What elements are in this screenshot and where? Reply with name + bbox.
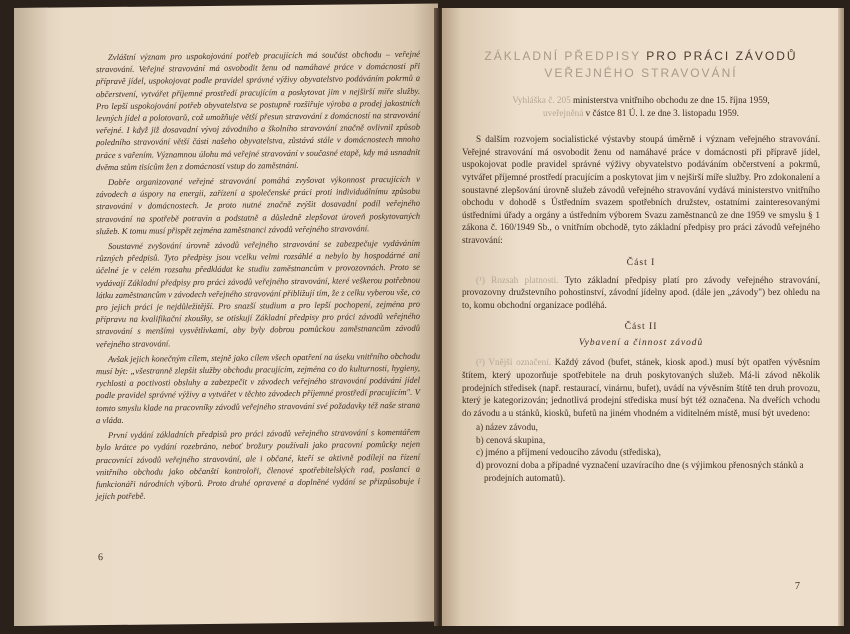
left-page-text — [96, 48, 420, 503]
page-edge — [838, 8, 844, 626]
page-number-right: 7 — [795, 581, 800, 592]
decree-rest: ministerstva vnitřního obchodu ze dne 15. října 1959, — [570, 95, 770, 105]
list-item: b) cenová skupina, — [476, 434, 546, 445]
decree-line2-rest: v částce 81 Ú. l. ze dne 3. listopadu 1959. — [583, 107, 739, 118]
title-rest: PRO PRÁCI ZÁVODŮ — [640, 49, 798, 63]
part1-paragraph — [462, 274, 820, 312]
requirements-list — [462, 421, 820, 484]
document-title — [462, 48, 820, 82]
decree-faded: Vyhláška č. 205 — [512, 95, 571, 105]
open-book — [6, 8, 844, 626]
part1-label: (¹) Rozsah platnosti. — [476, 274, 559, 285]
part2-heading: Část II — [624, 321, 658, 333]
page-number-left: 6 — [98, 552, 103, 564]
list-item: c) jméno a příjmení vedoucího závodu (střediska), — [476, 447, 661, 458]
paragraph: Zvláštní význam pro uspokojování potřeb pracujících má součást obchodu – veřejné stravování. Veřejné stravování má osvobodit ženu od namáhavé práce v domácnosti při přípravě jídel, uspokojovat podle pravidel správné výživy obyvatelstvo podáváním pokrmů a občerstvení, vytvářet příjemné prostředí pracujícím a poskytovat jim v nejširší míře služby. Pro lepší uspokojování potřeb obyvatelstva se postupně rozšiřuje výroba a prodej jakostních levných jídel a polotovarů, což umožňuje větší přesun stravování z domácností na stravování veřejné. I když již dosavadní vývoj závodního a školního stravování značně ovlivnil způsob poledního stravování větší části našeho obyvatelstva, zůstává stále v domácnostech mnoho práce s vařením. Významnou úlohu má veřejné stravování v současné etapě, kdy má usnadnit dvěma stům tisícům žen z domácností vstup do zaměstnání. — [96, 48, 420, 172]
part2-text: Každý závod (bufet, stánek, kiosk apod.) musí být opatřen vývěsním štítem, který upozorňuje spotřebitele na druh poskytovaných služeb. Má-li závod několik prodejních středisek (např. restaurací, vinárnu, bufet), uvádí na vývěsním štítě ten druh provozu, který je kategorizován; jednotlivá prodejní střediska musí být též označena. Na dveřích vchodu do závodu a u stánků, kiosků, bufetů na jiném vhodném a viditelném místě, musí být uvedeno: — [462, 357, 820, 418]
part2-subtitle: Vybavení a činnost závodů — [578, 338, 704, 349]
part1-text: Tyto základní předpisy platí pro závody veřejného stravování, provozovny družstevního pohostinství, závodní jídelny apod. (dále jen „závody") bez ohledu na to, komu obchodní organizace podléhá. — [462, 274, 820, 310]
paragraph: Soustavné zvyšování úrovně závodů veřejného stravování se zabezpečuje vydáváním různých předpisů. Tyto předpisy jsou vcelku velmi rozsáhlé a nebylo by hospodárné ani účelné je v celém rozsahu předkládat ke studiu zaměstnancům v provozovnách. Proto se vydávají Základní předpisy pro práci závodů veřejného stravování, které veškerou potřebnou látku zaměstnancům v závodech veřejného stravování přibližují tím, že z celku vyberou vše, co pro jejich práci je nejdůležitější. Pro snazší studium a pro lepší pochopení, zejména pro přípravu na kvalifikační zkoušky, se otiskují Základní předpisy pro práci závodů veřejného stravování s menšími vysvětlivkami, aby byly dobrou pomůckou zaměstnancům závodů veřejného stravování. — [96, 237, 420, 349]
part1-heading: Část I — [626, 256, 656, 268]
list-item: d) provozní doba a případné vyznačení uzavíracího dne (s výjimkou přenosných stánků a prodejních automatů). — [476, 460, 804, 483]
list-item: a) název závodu, — [476, 422, 538, 433]
paragraph: Dobře organizované veřejné stravování pomáhá zvyšovat výkonnost pracujících v závodech a úspory na energii, zařízení a společenské práci proti individuálnímu způsobu stravování v domácnostech. Je proto nutné značně zvýšit dosavadní podíl veřejného stravování na spotřebě potravin a podstatně a důsledně zlepšovat úroveň poskytovaných služeb. K tomu musí přispět zejména zaměstnanci závodů veřejného stravování. — [96, 173, 420, 236]
right-page — [442, 8, 844, 626]
title-line2: VEŘEJNÉHO STRAVOVÁNÍ — [544, 66, 738, 80]
decree-reference — [462, 94, 820, 119]
decree-line2-faded: uveřejněná — [543, 107, 584, 118]
paragraph: První vydání základních předpisů pro práci závodů veřejného stravování s komentářem bylo krátce po vydání rozebráno, neboť brožury používali jako pracovní pomůcky nejen pracovníci závodů veřejného stravování, ale i občané, kteří se aktivně podílejí na řízení vnitřního obchodu jako občanští kontroloři, členové spotřebitelských rad, poslanci a funkcionáři národních výborů. Proto druhé opravené a doplněné vydání se přizpůsobuje i jejich potřebě. — [96, 426, 420, 502]
paragraph: Avšak jejich konečným cílem, stejně jako cílem všech opatření na úseku vnitřního obchodu musí být: „všestranně zlepšit služby obchodu pracujícím, zejména co do kulturnosti, hygieny, rychlosti a poctivosti obsluhy a zabezpečit v závodech veřejného stravování podávání jídel podle pravidel správné výživy a vytvářet v těchto závodech příjemné prostředí pracujícím". V tomto smyslu klade na pracovníky závodů veřejného stravování své požadavky též naše strana a vláda. — [96, 350, 420, 426]
part2-paragraph — [462, 356, 820, 419]
title-faded-part: ZÁKLADNÍ PŘEDPISY — [484, 49, 641, 63]
left-page — [14, 4, 438, 626]
preamble: S dalším rozvojem socialistické výstavby stoupá úměrně i význam veřejného stravování. Veřejné stravování má osvobodit ženu od namáhavé práce v domácnosti při přípravě jídel, uspokojovat podle pravidel správné výživy obyvatelstvo podáváním občerstvení a pokrmů, vytvářet příjemné prostředí pracujícím a poskytovat jim v nejširší míře služby. Pro zdokonalení a soustavné zlepšování úrovně služeb závodů veřejného stravování vydává ministerstvo vnitřního obchodu v dohodě s Ústředním svazem spotřebních družstev, ostatními zainteresovanými ústředními úřady a orgány a ústředním výborem Svazu zaměstnanců ze dne 1959 ve smyslu § 1 zákona č. 160/1949 Sb., o vnitřním obchodě, tyto základní předpisy pro práci závodů veřejného stravování: — [462, 134, 820, 245]
part2-label: (²) Vnější označení. — [476, 357, 552, 368]
